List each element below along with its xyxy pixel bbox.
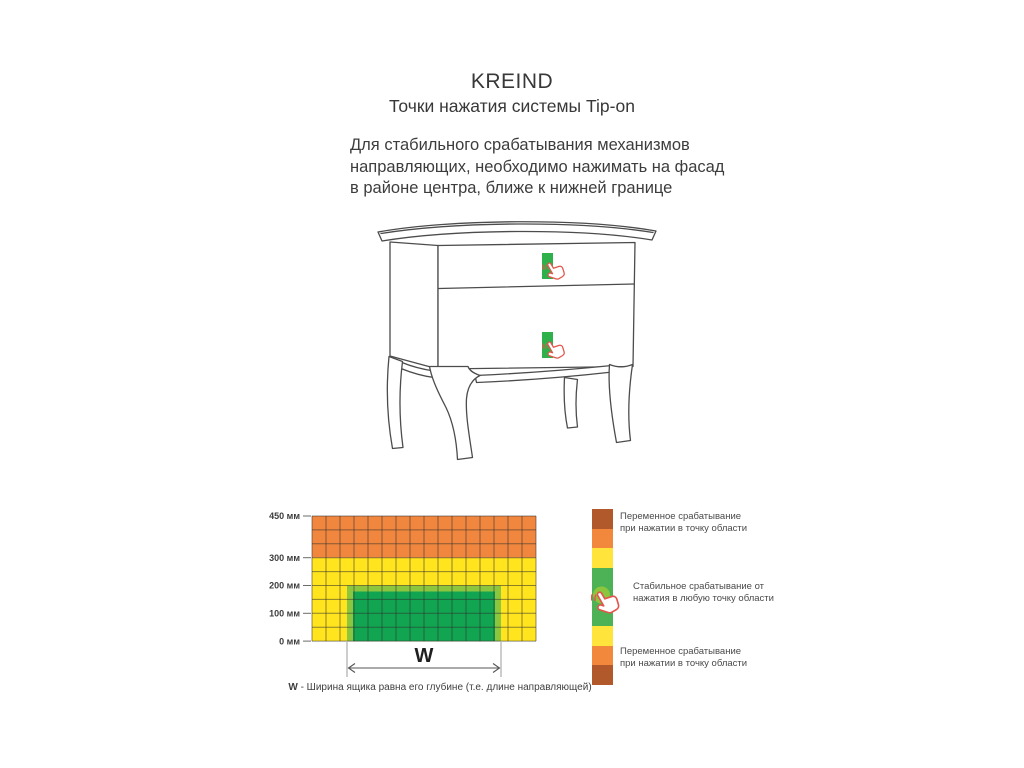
intro-text — [350, 135, 724, 200]
nightstand-drawer-front — [438, 243, 635, 370]
legend-line: при нажатии в точку области — [620, 657, 748, 669]
legend-swatch — [592, 548, 613, 568]
legend-line: Стабильное срабатывание от — [633, 581, 765, 592]
y-tick-label: 450 мм — [269, 511, 300, 522]
caption-w: W — [288, 682, 298, 693]
legend-entry-variable-bottom — [620, 646, 747, 669]
leg-back-left — [387, 357, 403, 449]
dim-label: W — [414, 645, 434, 667]
legend-entry-variable-top — [620, 511, 747, 534]
legend-swatch — [592, 646, 613, 666]
press-zone-chart — [250, 500, 590, 685]
legend-entry-stable — [633, 581, 774, 604]
legend-line: при нажатии в точку области — [620, 522, 748, 534]
y-tick-label: 300 мм — [269, 552, 300, 563]
nightstand-side-panel — [390, 242, 438, 369]
leg-front-left — [430, 367, 481, 460]
leg-back-right — [564, 378, 577, 429]
page-subtitle: Точки нажатия системы Tip-on — [389, 96, 635, 116]
y-tick-label: 200 мм — [269, 580, 300, 591]
y-tick-label: 100 мм — [269, 608, 300, 619]
legend-line: Переменное срабатывание — [620, 646, 742, 657]
legend-swatch — [592, 665, 613, 685]
chart-caption — [265, 682, 615, 693]
caption-text: - Ширина ящика равна его глубине (т.е. длине направляющей) — [297, 682, 592, 693]
y-tick-label: 0 мм — [279, 636, 300, 647]
leg-front-right — [609, 365, 632, 443]
legend-press-hand — [591, 583, 629, 623]
legend-swatch — [592, 509, 613, 529]
legend-swatch — [592, 529, 613, 549]
intro-line: в районе центра, ближе к нижней границе — [350, 179, 673, 197]
legend-line: нажатия в любую точку области — [633, 592, 774, 604]
legend-swatch — [592, 626, 613, 646]
intro-line: направляющих, необходимо нажимать на фасад — [350, 157, 725, 176]
legend-line: Переменное срабатывание — [620, 511, 742, 522]
intro-line: Для стабильного срабатывания механизмов — [350, 136, 690, 154]
nightstand-illustration — [372, 202, 662, 467]
brand-title: KREIND — [470, 70, 554, 93]
